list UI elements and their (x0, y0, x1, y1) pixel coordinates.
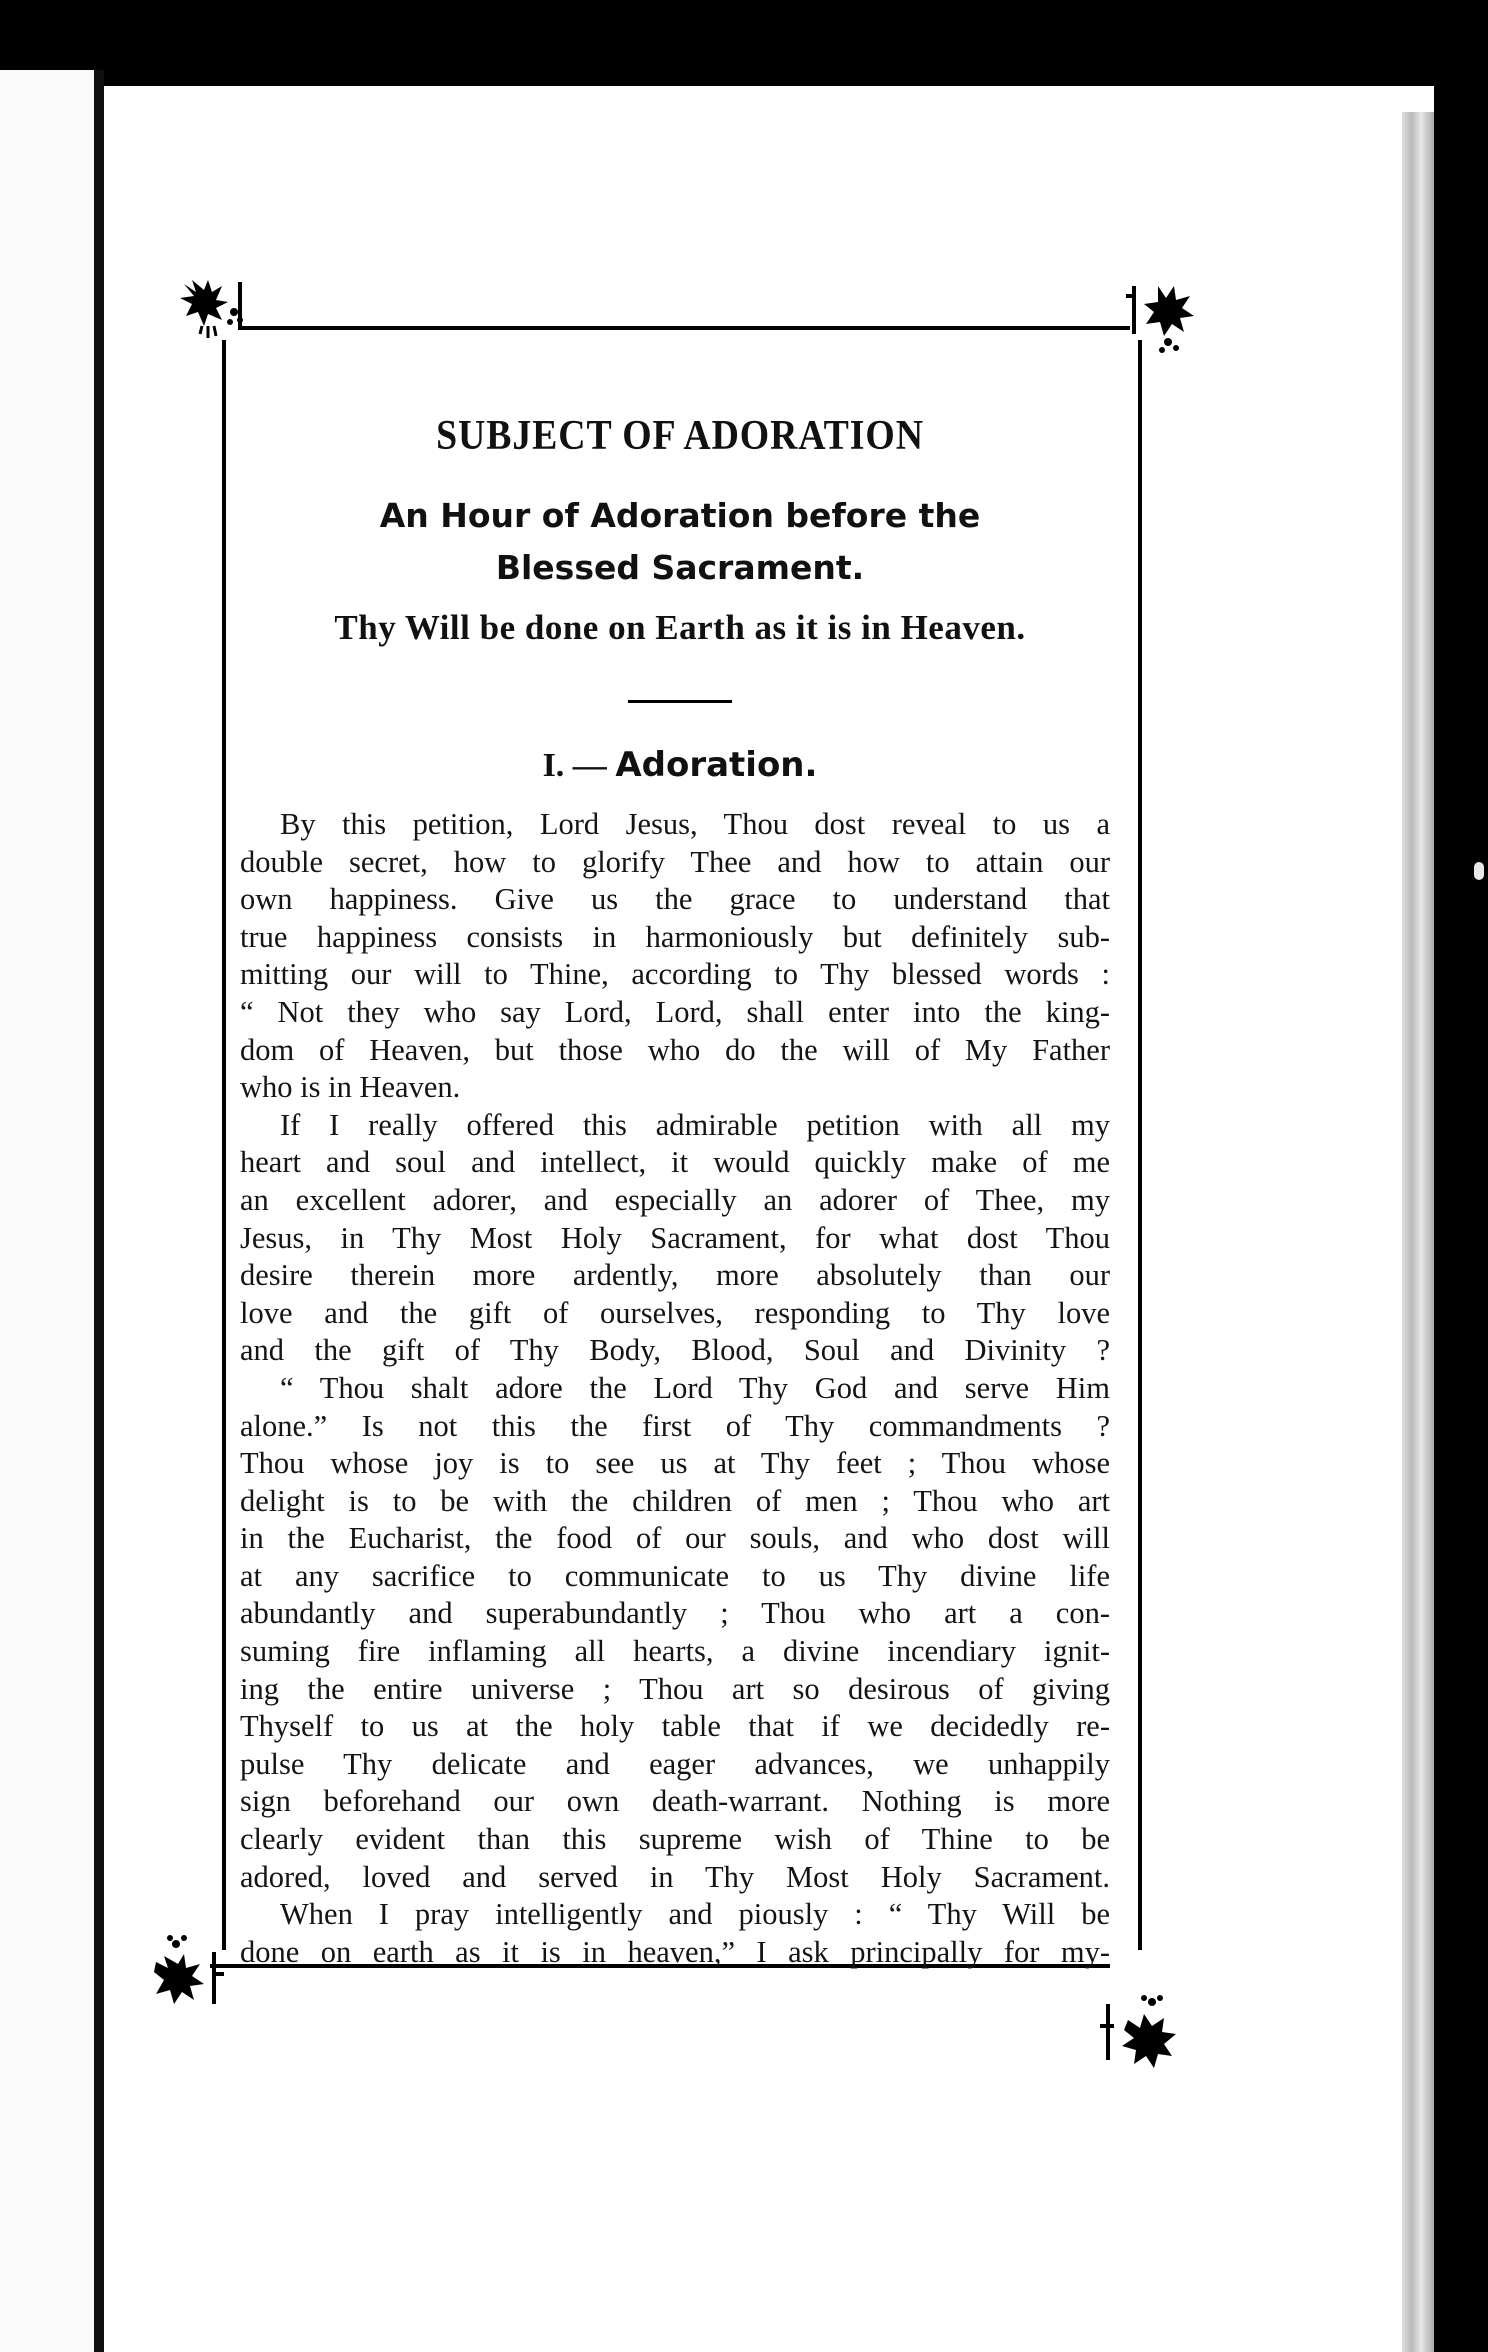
text-line: in the Eucharist, the food of our souls, and who dost will (240, 1521, 1110, 1556)
text-line: pulse Thy delicate and eager advances, we unhappily (240, 1746, 1110, 1781)
text-line: “ Thou shalt adore the Lord Thy God and serve Him (280, 1370, 1110, 1405)
corner-ornament-bottom-right-icon (1100, 1994, 1178, 2072)
text-line: clearly evident than this supreme wish of Thine to be (240, 1822, 1110, 1857)
text-line: Jesus, in Thy Most Holy Sacrament, for what dost Thou (240, 1220, 1110, 1255)
text-line: dom of Heaven, but those who do the will of My Father (240, 1032, 1110, 1067)
frame-top-line (240, 326, 1130, 330)
subtitle-line: Blessed Sacrament. (495, 548, 865, 587)
text-line: Thou whose joy is to see us at Thy feet ; Thou whose (240, 1446, 1110, 1481)
text-line: true happiness consists in harmoniously but definitely sub- (240, 919, 1110, 954)
text-line: double secret, how to glorify Thee and how to attain our (240, 844, 1110, 879)
corner-ornament-top-right-icon (1118, 280, 1196, 358)
page-title: SUBJECT OF ADORATION (436, 413, 924, 459)
frame-left-line (222, 340, 226, 1950)
motto: Thy Will be done on Earth as it is in Heaven. (334, 608, 1026, 647)
text-line: and the gift of Thy Body, Blood, Soul and Divinity ? (240, 1333, 1110, 1368)
corner-ornament-bottom-left-icon (152, 1932, 230, 2010)
text-line: suming fire inflaming all hearts, a divine incendiary ignit- (240, 1634, 1110, 1669)
section-heading (380, 745, 980, 785)
text-line: at any sacrifice to communicate to us Thy divine life (240, 1558, 1110, 1593)
text-line: love and the gift of ourselves, responding to Thy love (240, 1295, 1110, 1330)
corner-ornament-top-left-icon (178, 276, 256, 354)
text-line: heart and soul and intellect, it would quickly make of me (240, 1145, 1110, 1180)
text-line: who is in Heaven. (240, 1070, 461, 1105)
scan-artifact (1474, 862, 1484, 880)
page-subtitle (280, 490, 1080, 594)
text-line: done on earth as it is in heaven,” I ask principally for my- (240, 1934, 1110, 1969)
section-number: I. — (542, 747, 607, 784)
section-title: Adoration. (615, 745, 818, 785)
text-line: sign beforehand our own death-warrant. Nothing is more (240, 1784, 1110, 1819)
divider-rule (628, 700, 732, 703)
page-gutter (94, 70, 104, 2352)
text-line: an excellent adorer, and especially an adorer of Thee, my (240, 1182, 1110, 1217)
text-line: desire therein more ardently, more absolutely than our (240, 1258, 1110, 1293)
subtitle-line: An Hour of Adoration before the (379, 496, 981, 535)
text-line: mitting our will to Thine, according to Thy blessed words : (240, 957, 1110, 992)
frame-right-line (1138, 340, 1142, 1950)
text-line: Thyself to us at the holy table that if we decidedly re- (240, 1709, 1110, 1744)
text-line: If I really offered this admirable petition with all my (280, 1107, 1110, 1142)
text-line: delight is to be with the children of men ; Thou who art (240, 1483, 1110, 1518)
text-line: ing the entire universe ; Thou art so desirous of giving (240, 1671, 1110, 1706)
text-line: By this petition, Lord Jesus, Thou dost reveal to us a (280, 807, 1110, 841)
body-text (240, 806, 1110, 1971)
page-stack-edge (1402, 112, 1434, 2352)
text-line: abundantly and superabundantly ; Thou who art a con- (240, 1596, 1110, 1631)
text-line: alone.” Is not this the first of Thy commandments ? (240, 1408, 1110, 1443)
facing-page-edge (0, 70, 94, 2352)
text-line: adored, loved and served in Thy Most Holy Sacrament. (240, 1859, 1110, 1894)
text-line: “ Not they who say Lord, Lord, shall enter into the king- (240, 994, 1110, 1029)
text-line: own happiness. Give us the grace to understand that (240, 882, 1110, 917)
text-line: When I pray intelligently and piously : “ Thy Will be (280, 1897, 1110, 1932)
